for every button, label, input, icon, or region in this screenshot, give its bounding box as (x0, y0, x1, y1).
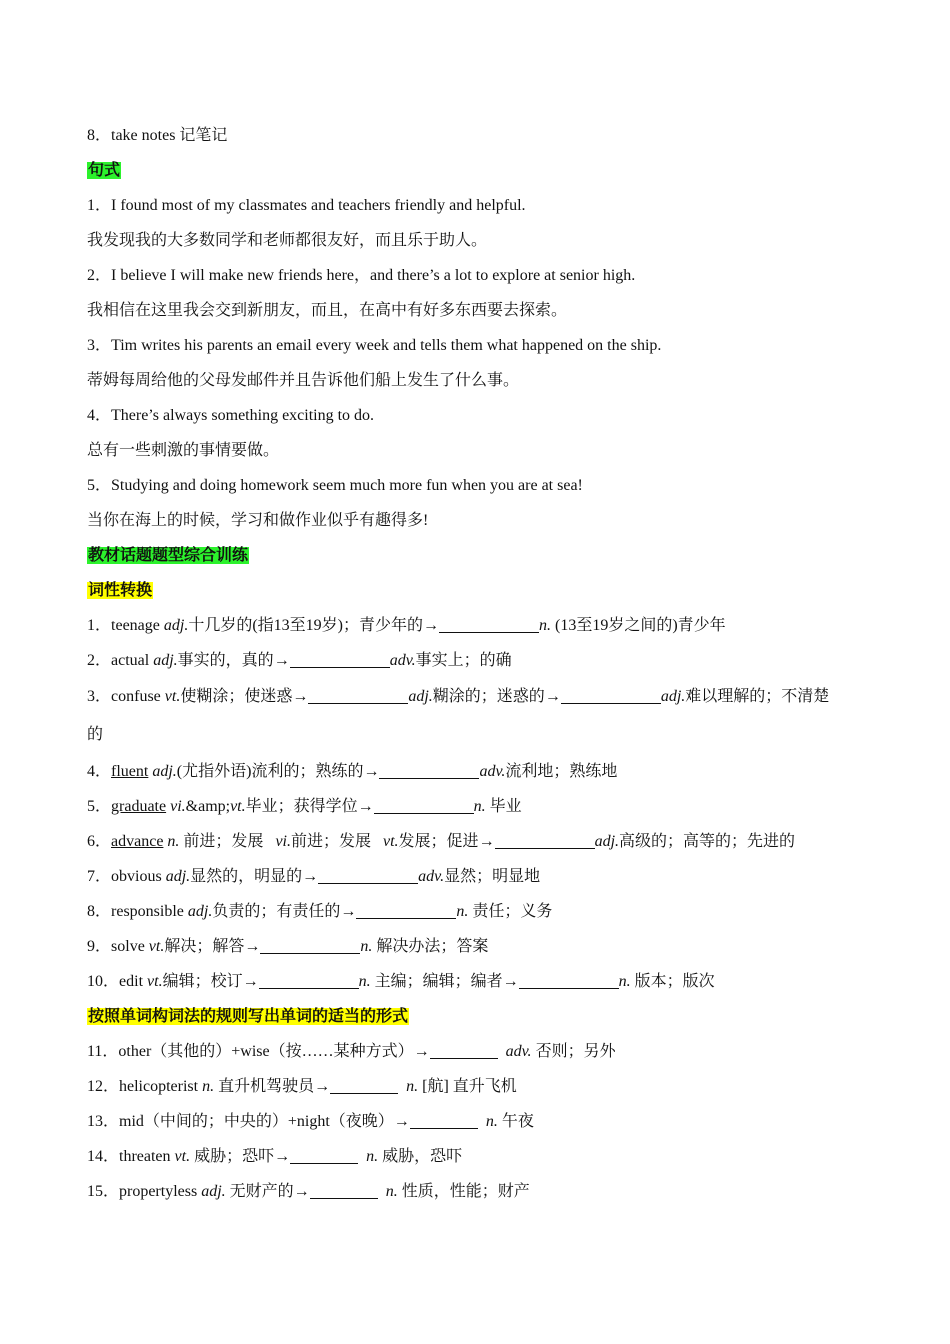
arrow: → (244, 938, 261, 955)
arrow: → (242, 973, 259, 990)
answer-blank[interactable] (318, 866, 418, 884)
conversion-item (87, 608, 867, 643)
part-of-speech: adj. (594, 833, 620, 850)
arrow: → (302, 868, 319, 885)
arrow: → (363, 763, 380, 780)
formation-heading: 按照单词构词法的规则写出单词的适当的形式 (88, 1008, 409, 1025)
part-of-speech: adj. (201, 1183, 226, 1200)
part-of-speech: adj. (165, 868, 191, 885)
part-of-speech: n. (167, 833, 180, 850)
word: advance (111, 833, 164, 850)
answer-blank[interactable] (310, 1181, 378, 1199)
item-text: 直升机驾驶员→ (214, 1078, 331, 1095)
answer-blank[interactable] (561, 686, 661, 704)
answer-blank[interactable] (379, 761, 479, 779)
item-text: 13．mid（中间的；中央的）+night（夜晚）→ (87, 1113, 410, 1130)
conversion-item-continuation: 的 (87, 726, 104, 743)
sentence-en-2: 2．I believe I will make new friends here，and there’s a lot to explore at senior high. (87, 267, 636, 284)
part-of-speech: vi. (275, 833, 291, 850)
arrow: → (478, 833, 495, 850)
meaning: 责任；义务 (468, 903, 553, 920)
meaning: (13至19岁之间的)青少年 (551, 617, 726, 634)
item-number: 1． (87, 617, 112, 634)
answer-blank[interactable] (290, 1146, 358, 1164)
part-of-speech: adj. (408, 688, 433, 705)
part-of-speech: vt. (174, 1148, 191, 1165)
item-number: 10． (87, 973, 120, 990)
answer-blank[interactable] (519, 971, 619, 989)
meaning: 前进；发展 (179, 833, 268, 850)
document-page (87, 118, 867, 1209)
item-number: 3． (87, 688, 112, 705)
arrow: → (340, 903, 357, 920)
meaning: 午夜 (497, 1113, 534, 1130)
item-number: 9． (87, 938, 112, 955)
meaning: 否则；另外 (531, 1043, 616, 1060)
conversion-item (87, 894, 867, 929)
item-number: 7． (87, 868, 112, 885)
sentence-zh-3: 蒂姆每周给他的父母发邮件并且告诉他们船上发生了什么事。 (87, 372, 520, 389)
meaning: 使糊涂；使迷惑 (180, 688, 293, 705)
part-of-speech: n. (473, 798, 486, 815)
answer-blank[interactable] (308, 686, 408, 704)
word: graduate (111, 798, 167, 815)
meaning: 负责的；有责任的 (212, 903, 341, 920)
meaning: 难以理解的；不清楚 (685, 688, 830, 705)
arrow: → (423, 617, 439, 634)
word: obvious (111, 868, 162, 885)
answer-blank[interactable] (330, 1076, 398, 1094)
answer-blank[interactable] (439, 615, 539, 633)
item-text: 15．propertyless (87, 1183, 202, 1200)
part-of-speech: adv. (418, 868, 445, 885)
meaning: 主编；编辑；编者 (370, 973, 503, 990)
meaning: 毕业 (485, 798, 522, 815)
part-of-speech: vt. (164, 688, 181, 705)
vocab-item-8: 8．take notes 记笔记 (87, 127, 228, 144)
conversion-item (87, 678, 867, 716)
part-of-speech: n. (539, 617, 551, 634)
part-of-speech: adj. (660, 688, 686, 705)
conversion-item (87, 859, 867, 894)
sentence-en-3: 3．Tim writes his parents an email every week and tells them what happened on the ship. (87, 337, 662, 354)
word: responsible (111, 903, 184, 920)
ampersand: &amp; (185, 798, 231, 815)
answer-blank[interactable] (495, 831, 595, 849)
arrow: → (357, 798, 374, 815)
sentences-heading: 句式 (88, 162, 121, 179)
formation-item (87, 1034, 867, 1069)
item-text: 威胁；恐吓→ (190, 1148, 291, 1165)
part-of-speech: vi. (170, 798, 186, 815)
sentence-zh-2: 我相信在这里我会交到新朋友，而且，在高中有好多东西要去探索。 (87, 302, 568, 319)
conversion-item (87, 964, 867, 999)
answer-blank[interactable] (374, 796, 474, 814)
part-of-speech: n. (406, 1078, 419, 1095)
formation-item (87, 1174, 867, 1209)
item-number: 5． (87, 798, 112, 815)
formation-item (87, 1104, 867, 1139)
part-of-speech: n. (385, 1183, 398, 1200)
part-of-speech: adv. (505, 1043, 532, 1060)
sentence-en-1: 1．I found most of my classmates and teachers friendly and helpful. (87, 197, 526, 214)
meaning: 毕业；获得学位 (245, 798, 358, 815)
word: solve (111, 938, 145, 955)
meaning: 十几岁的(指13至19岁)；青少年的 (188, 617, 423, 634)
item-text: 12．helicopterist (87, 1078, 203, 1095)
meaning: 解决；解答 (164, 938, 245, 955)
training-section (87, 538, 867, 573)
meaning: 事实上；的确 (415, 652, 512, 669)
part-of-speech: n. (360, 938, 373, 955)
conversion-item (87, 643, 867, 678)
part-of-speech: adj. (163, 617, 189, 634)
part-of-speech: adj. (152, 763, 177, 780)
answer-blank[interactable] (260, 936, 360, 954)
part-of-speech: n. (456, 903, 469, 920)
meaning: 威胁，恐吓 (378, 1148, 463, 1165)
meaning: (尤指外语)流利的；熟练的 (176, 763, 364, 780)
arrow: → (273, 652, 290, 669)
conversion-heading: 词性转换 (88, 582, 153, 599)
part-of-speech: adv. (479, 763, 506, 780)
arrow: → (502, 973, 519, 990)
sentence-en-4: 4．There’s always something exciting to do. (87, 407, 375, 424)
part-of-speech: n. (618, 973, 631, 990)
meaning: 前进；发展 (290, 833, 375, 850)
conversion-item (87, 789, 867, 824)
formation-section (87, 999, 867, 1034)
sentence-en-5: 5．Studying and doing homework seem much more fun when you are at sea! (87, 477, 583, 494)
word: teenage (111, 617, 160, 634)
meaning: 显然；明显地 (444, 868, 541, 885)
conversion-item (87, 754, 867, 789)
part-of-speech: n. (358, 973, 371, 990)
item-number: 4． (87, 763, 112, 780)
meaning: 显然的，明显的 (190, 868, 303, 885)
answer-blank[interactable] (356, 901, 456, 919)
answer-blank[interactable] (290, 650, 390, 668)
item-text: 11．other（其他的）+wise（按……某种方式）→ (87, 1043, 430, 1060)
part-of-speech: n. (202, 1078, 215, 1095)
meaning: 版本；版次 (630, 973, 715, 990)
word: fluent (111, 763, 149, 780)
part-of-speech: n. (485, 1113, 498, 1130)
part-of-speech: vt. (383, 833, 399, 850)
item-number: 8． (87, 903, 112, 920)
sentence-zh-4: 总有一些刺激的事情要做。 (87, 442, 280, 459)
word: confuse (111, 688, 161, 705)
part-of-speech: adj. (187, 903, 213, 920)
part-of-speech: vt. (148, 938, 165, 955)
meaning: 事实的，真的 (177, 652, 274, 669)
meaning: 糊涂的；迷惑的 (432, 688, 545, 705)
part-of-speech: vt. (230, 798, 246, 815)
formation-item (87, 1139, 867, 1174)
item-text: 14．threaten (87, 1148, 175, 1165)
conversion-section (87, 573, 867, 608)
part-of-speech: adj. (153, 652, 178, 669)
part-of-speech: adv. (389, 652, 416, 669)
part-of-speech: vt. (147, 973, 163, 990)
arrow: → (544, 688, 561, 705)
training-heading: 教材话题题型综合训练 (88, 547, 249, 564)
answer-blank[interactable] (259, 971, 359, 989)
meaning: 发展；促进 (398, 833, 479, 850)
meaning: 性质，性能；财产 (397, 1183, 530, 1200)
answer-blank[interactable] (410, 1111, 478, 1129)
arrow: → (292, 688, 309, 705)
answer-blank[interactable] (430, 1041, 498, 1059)
item-text: 无财产的→ (225, 1183, 310, 1200)
sentences-section (87, 153, 867, 188)
conversion-item (87, 824, 867, 859)
sentence-zh-1: 我发现我的大多数同学和老师都很友好，而且乐于助人。 (87, 232, 488, 249)
meaning: 编辑；校订 (162, 973, 243, 990)
conversion-item (87, 929, 867, 964)
meaning: [航] 直升飞机 (418, 1078, 517, 1095)
item-number: 6． (87, 833, 112, 850)
meaning: 流利地；熟练地 (505, 763, 618, 780)
meaning: 高级的；高等的；先进的 (619, 833, 796, 850)
formation-item (87, 1069, 867, 1104)
item-number: 2． (87, 652, 112, 669)
word: actual (111, 652, 150, 669)
part-of-speech: n. (366, 1148, 379, 1165)
word: edit (119, 973, 144, 990)
sentence-zh-5: 当你在海上的时候，学习和做作业似乎有趣得多! (87, 512, 429, 529)
meaning: 解决办法；答案 (372, 938, 489, 955)
